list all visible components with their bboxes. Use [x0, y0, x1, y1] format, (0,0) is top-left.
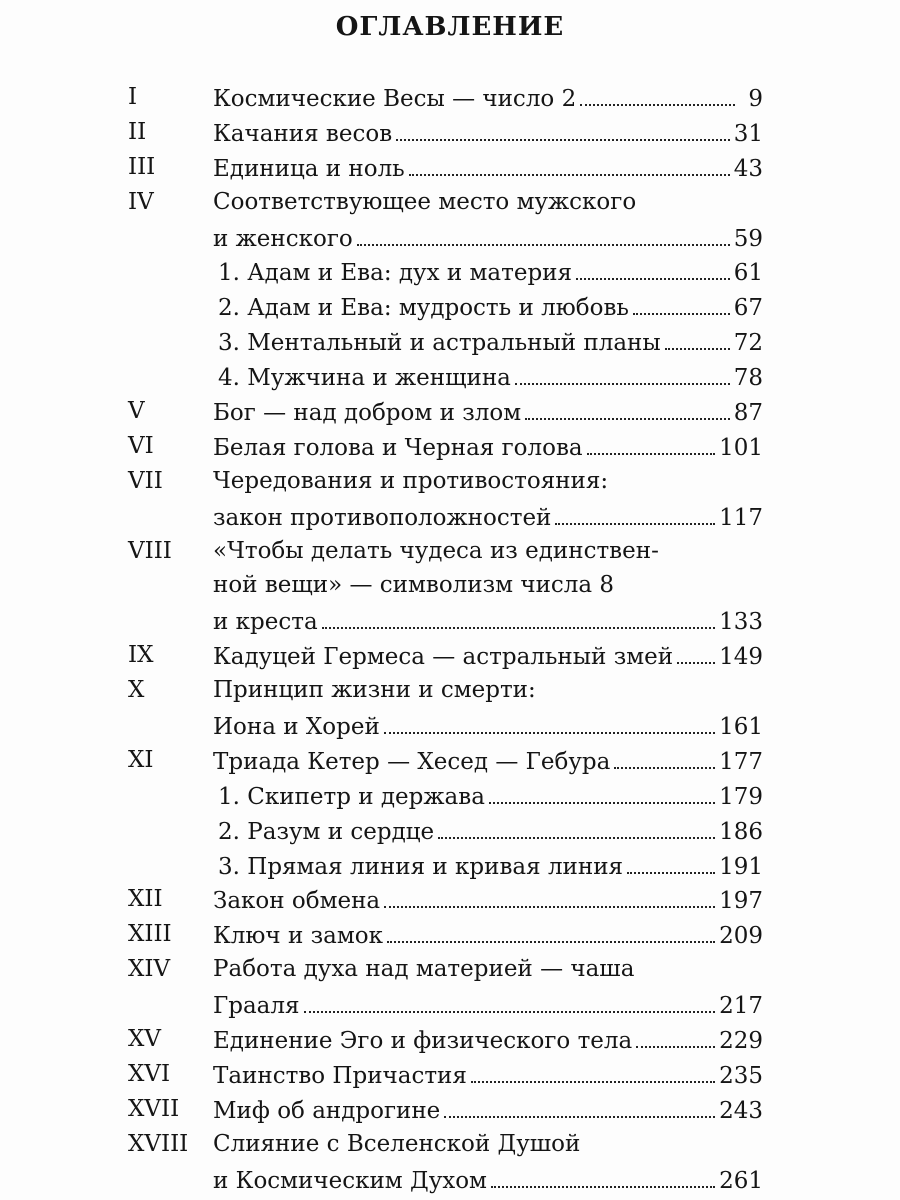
dot-leader: [627, 848, 715, 874]
dot-leader: [489, 778, 715, 804]
page-number: 243: [719, 1097, 763, 1124]
toc-row: [128, 150, 763, 185]
section-title: 4. Мужчина и женщина: [218, 365, 511, 392]
page-number: 191: [719, 853, 763, 880]
page-number: 59: [733, 225, 763, 252]
dot-leader: [636, 1022, 715, 1048]
dot-leader: [471, 1057, 715, 1083]
section-title: 1. Адам и Ева: дух и материя: [218, 260, 573, 287]
dot-leader: [357, 220, 730, 246]
toc-row: [128, 185, 763, 220]
chapter-number: IX: [128, 642, 154, 669]
page-number: 78: [733, 365, 763, 392]
toc-entry: [213, 220, 763, 255]
dot-leader: [322, 603, 715, 629]
toc-entry: [213, 115, 763, 150]
chapter-title: Качания весов: [213, 120, 393, 147]
chapter-number: XVII: [128, 1095, 180, 1122]
page-number: 177: [719, 748, 763, 775]
chapter-title: закон противоположностей: [213, 504, 552, 531]
dot-leader: [665, 324, 730, 350]
toc-entry: [213, 987, 763, 1022]
chapter-number: I: [128, 84, 138, 110]
toc-row: [128, 1057, 763, 1092]
toc-row: [128, 394, 763, 429]
toc-row: [128, 603, 763, 638]
page-number: 217: [719, 993, 763, 1020]
chapter-number: XVI: [128, 1060, 171, 1087]
toc-row: [128, 324, 763, 359]
chapter-title: «Чтобы делать чудеса из единствен-: [213, 537, 659, 564]
toc-entry: [213, 917, 763, 952]
dot-leader: [491, 1162, 715, 1188]
toc-row: [128, 289, 763, 324]
chapter-title: Соответствующее место мужского: [213, 188, 637, 215]
chapter-number: VII: [128, 467, 163, 494]
chapter-title: Закон обмена: [213, 888, 381, 915]
page-number: 197: [719, 888, 763, 915]
page-number: 186: [719, 818, 763, 845]
chapter-title: Таинство Причастия: [213, 1062, 467, 1089]
toc-row: [128, 568, 763, 603]
chapter-title: и креста: [213, 609, 318, 636]
toc-entry: [213, 499, 763, 534]
toc-entry: [213, 708, 763, 743]
chapter-title: Триада Кетер — Хесед — Гебура: [213, 748, 611, 775]
toc-row: [128, 778, 763, 813]
page-number: 72: [733, 330, 763, 357]
page-number: 261: [719, 1167, 763, 1194]
page-number: 67: [733, 295, 763, 322]
page-number: 179: [719, 783, 763, 810]
toc-entry: [218, 254, 763, 289]
toc-row: [128, 254, 763, 289]
chapter-number: X: [128, 677, 145, 704]
page-number: 149: [719, 644, 763, 671]
chapter-number: VIII: [128, 537, 172, 564]
chapter-number: VI: [128, 432, 154, 459]
chapter-number: XV: [128, 1026, 161, 1053]
toc-entry: [213, 429, 763, 464]
chapter-title: Иона и Хорей: [213, 714, 380, 741]
chapter-number: XIII: [128, 921, 172, 948]
toc-entry: [218, 848, 763, 883]
toc-row: [128, 499, 763, 534]
chapter-title: Космические Весы — число 2: [213, 86, 577, 112]
dot-leader: [555, 499, 715, 525]
page-number: 101: [719, 434, 763, 461]
page-number: 61: [733, 260, 763, 287]
dot-leader: [515, 359, 730, 385]
toc-entry: [213, 743, 763, 778]
table-of-contents: [128, 80, 763, 1197]
chapter-title: Чередования и противостояния:: [213, 467, 609, 494]
toc-entry: [218, 359, 763, 394]
toc-entry: [213, 603, 763, 638]
section-title: 2. Адам и Ева: мудрость и любовь: [218, 295, 629, 322]
page-number: 229: [719, 1028, 763, 1055]
toc-row: [128, 1092, 763, 1127]
page-number: 235: [719, 1062, 763, 1089]
chapter-title: Ключ и замок: [213, 923, 383, 950]
chapter-title: Миф об андрогине: [213, 1097, 441, 1124]
toc-entry: [213, 1057, 763, 1092]
page-number: 87: [733, 400, 763, 427]
chapter-number: XII: [128, 886, 163, 913]
toc-row: [128, 359, 763, 394]
toc-row: [128, 917, 763, 952]
chapter-title: Грааля: [213, 993, 300, 1020]
toc-row: [128, 1127, 763, 1162]
chapter-number: XIV: [128, 956, 171, 983]
dot-leader: [633, 289, 730, 315]
toc-entry: [218, 778, 763, 813]
toc-row: [128, 534, 763, 569]
toc-entry: [213, 1162, 763, 1197]
chapter-title: Бог — над добром и злом: [213, 400, 522, 427]
dot-leader: [444, 1092, 715, 1118]
toc-row: [128, 220, 763, 255]
toc-entry: [213, 150, 763, 185]
toc-row: [128, 429, 763, 464]
toc-row: [128, 813, 763, 848]
chapter-title: Слияние с Вселенской Душой: [213, 1130, 581, 1157]
toc-row: [128, 743, 763, 778]
section-title: 3. Прямая линия и кривая линия: [218, 853, 624, 880]
chapter-title: Единица и ноль: [213, 155, 405, 182]
dot-leader: [576, 254, 730, 280]
toc-row: [128, 708, 763, 743]
chapter-number: XVIII: [128, 1130, 189, 1157]
page-number: 133: [719, 609, 763, 636]
toc-entry: [213, 394, 763, 429]
toc-row: [128, 464, 763, 499]
toc-row: [128, 1022, 763, 1057]
dot-leader: [387, 917, 715, 943]
dot-leader: [304, 987, 716, 1013]
chapter-title: и женского: [213, 225, 353, 252]
page-number: 43: [733, 155, 763, 182]
dot-leader: [438, 813, 715, 839]
chapter-number: IV: [128, 188, 154, 215]
toc-entry: [213, 882, 763, 917]
dot-leader: [587, 429, 715, 455]
chapter-number: V: [128, 398, 145, 425]
toc-entry: [218, 289, 763, 324]
toc-row: [128, 848, 763, 883]
chapter-number: III: [128, 153, 156, 180]
toc-row: [128, 987, 763, 1022]
chapter-title: Принцип жизни и смерти:: [213, 677, 536, 704]
dot-leader: [409, 150, 730, 176]
toc-entry: [213, 638, 763, 673]
dot-leader: [384, 882, 715, 908]
section-title: 1. Скипетр и держава: [218, 783, 485, 810]
toc-row: [128, 1162, 763, 1197]
toc-row: [128, 638, 763, 673]
toc-entry: [213, 80, 763, 115]
page-number: 9: [748, 86, 763, 112]
dot-leader: [677, 638, 715, 664]
dot-leader: [580, 80, 735, 106]
dot-leader: [384, 708, 715, 734]
section-title: 3. Ментальный и астральный планы: [218, 330, 661, 357]
page-number: 209: [719, 923, 763, 950]
chapter-title: Белая голова и Черная голова: [213, 434, 583, 461]
chapter-title: и Космическим Духом: [213, 1167, 487, 1194]
toc-entry: [218, 324, 763, 359]
page-number: 31: [733, 120, 763, 147]
toc-row: [128, 882, 763, 917]
dot-leader: [614, 743, 715, 769]
toc-entry: [218, 813, 763, 848]
chapter-title: Работа духа над материей — чаша: [213, 956, 635, 983]
toc-entry: [213, 1092, 763, 1127]
dot-leader: [396, 115, 730, 141]
toc-row: [128, 80, 763, 115]
page-number: 117: [719, 504, 763, 531]
chapter-title: Единение Эго и физического тела: [213, 1028, 633, 1055]
chapter-number: XI: [128, 746, 154, 773]
chapter-title: Кадуцей Гермеса — астральный змей: [213, 644, 674, 671]
page-title: ОГЛАВЛЕНИЕ: [335, 12, 565, 42]
toc-row: [128, 952, 763, 987]
section-title: 2. Разум и сердце: [218, 818, 435, 845]
toc-row: [128, 115, 763, 150]
chapter-number: II: [128, 118, 147, 145]
chapter-title: ной вещи» — символизм числа 8: [213, 572, 615, 599]
toc-entry: [213, 1022, 763, 1057]
toc-row: [128, 673, 763, 708]
dot-leader: [525, 394, 730, 420]
page-number: 161: [719, 714, 763, 741]
